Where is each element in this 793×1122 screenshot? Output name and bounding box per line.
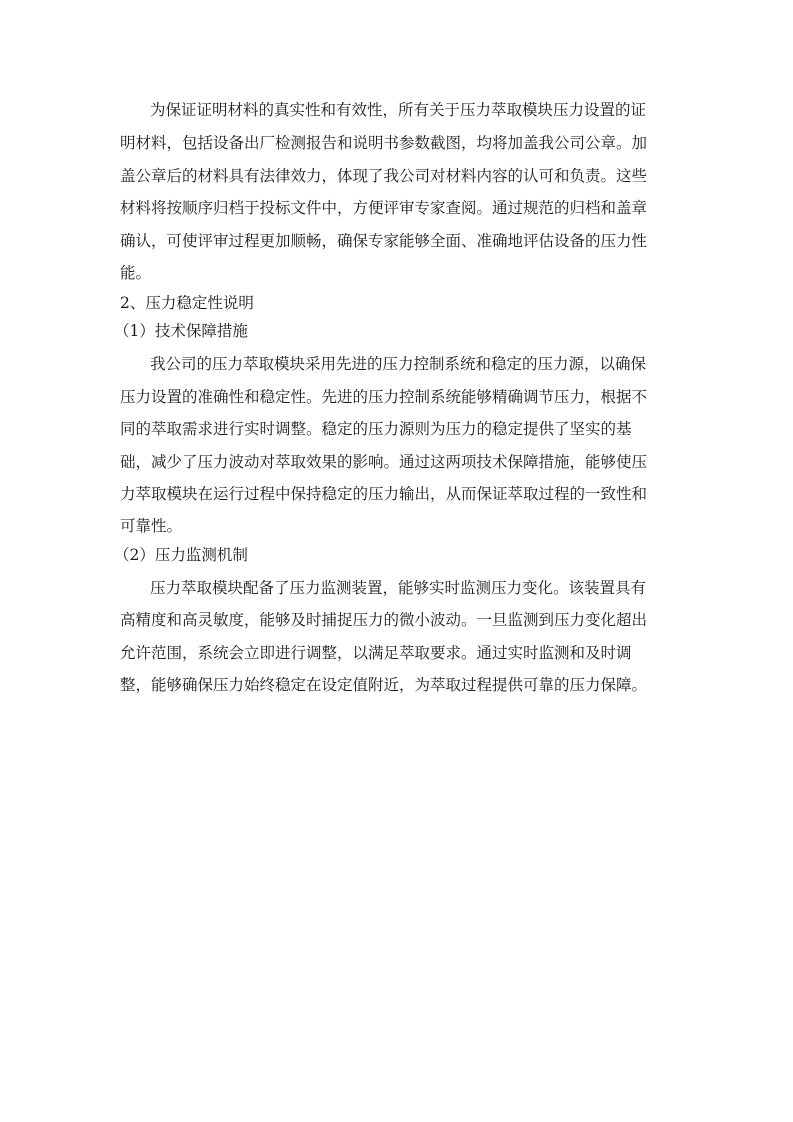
text-line: 能。 [120, 264, 152, 282]
text-line: 明材料，包括设备出厂检测报告和说明书参数截图，均将加盖我公司公章。加 [120, 134, 648, 152]
subsection-heading: （1）技术保障措施 [114, 322, 248, 340]
text-line: 压力设置的准确性和稳定性。先进的压力控制系统能够精确调节压力，根据不 [120, 388, 648, 406]
section-heading: 2、压力稳定性说明 [120, 294, 254, 312]
text-line: 为保证证明材料的真实性和有效性，所有关于压力萃取模块压力设置的证 [150, 101, 647, 119]
text-line: 我公司的压力萃取模块采用先进的压力控制系统和稳定的压力源，以确保 [150, 355, 647, 373]
text-line: 允许范围，系统会立即进行调整，以满足萃取要求。通过实时监测和及时调 [120, 644, 632, 662]
text-line: 材料将按顺序归档于投标文件中，方便评审专家查阅。通过规范的归档和盖章 [120, 199, 648, 217]
text-line: 础，减少了压力波动对萃取效果的影响。通过这两项技术保障措施，能够使压 [120, 453, 648, 471]
text-line: 可靠性。 [120, 517, 183, 535]
text-line: 同的萃取需求进行实时调整。稳定的压力源则为压力的稳定提供了坚实的基 [120, 420, 632, 438]
text-line: 压力萃取模块配备了压力监测装置，能够实时监测压力变化。该装置具有 [150, 579, 647, 597]
subsection-heading: （2）压力监测机制 [114, 546, 248, 564]
text-line: 整，能够确保压力始终稳定在设定值附近，为萃取过程提供可靠的压力保障。 [120, 676, 648, 694]
text-line: 盖公章后的材料具有法律效力，体现了我公司对材料内容的认可和负责。这些 [120, 167, 648, 185]
text-line: 力萃取模块在运行过程中保持稳定的压力输出，从而保证萃取过程的一致性和 [120, 485, 648, 503]
text-line: 确认，可使评审过程更加顺畅，确保专家能够全面、准确地评估设备的压力性 [120, 232, 648, 250]
text-line: 高精度和高灵敏度，能够及时捕捉压力的微小波动。一旦监测到压力变化超出 [120, 611, 648, 629]
